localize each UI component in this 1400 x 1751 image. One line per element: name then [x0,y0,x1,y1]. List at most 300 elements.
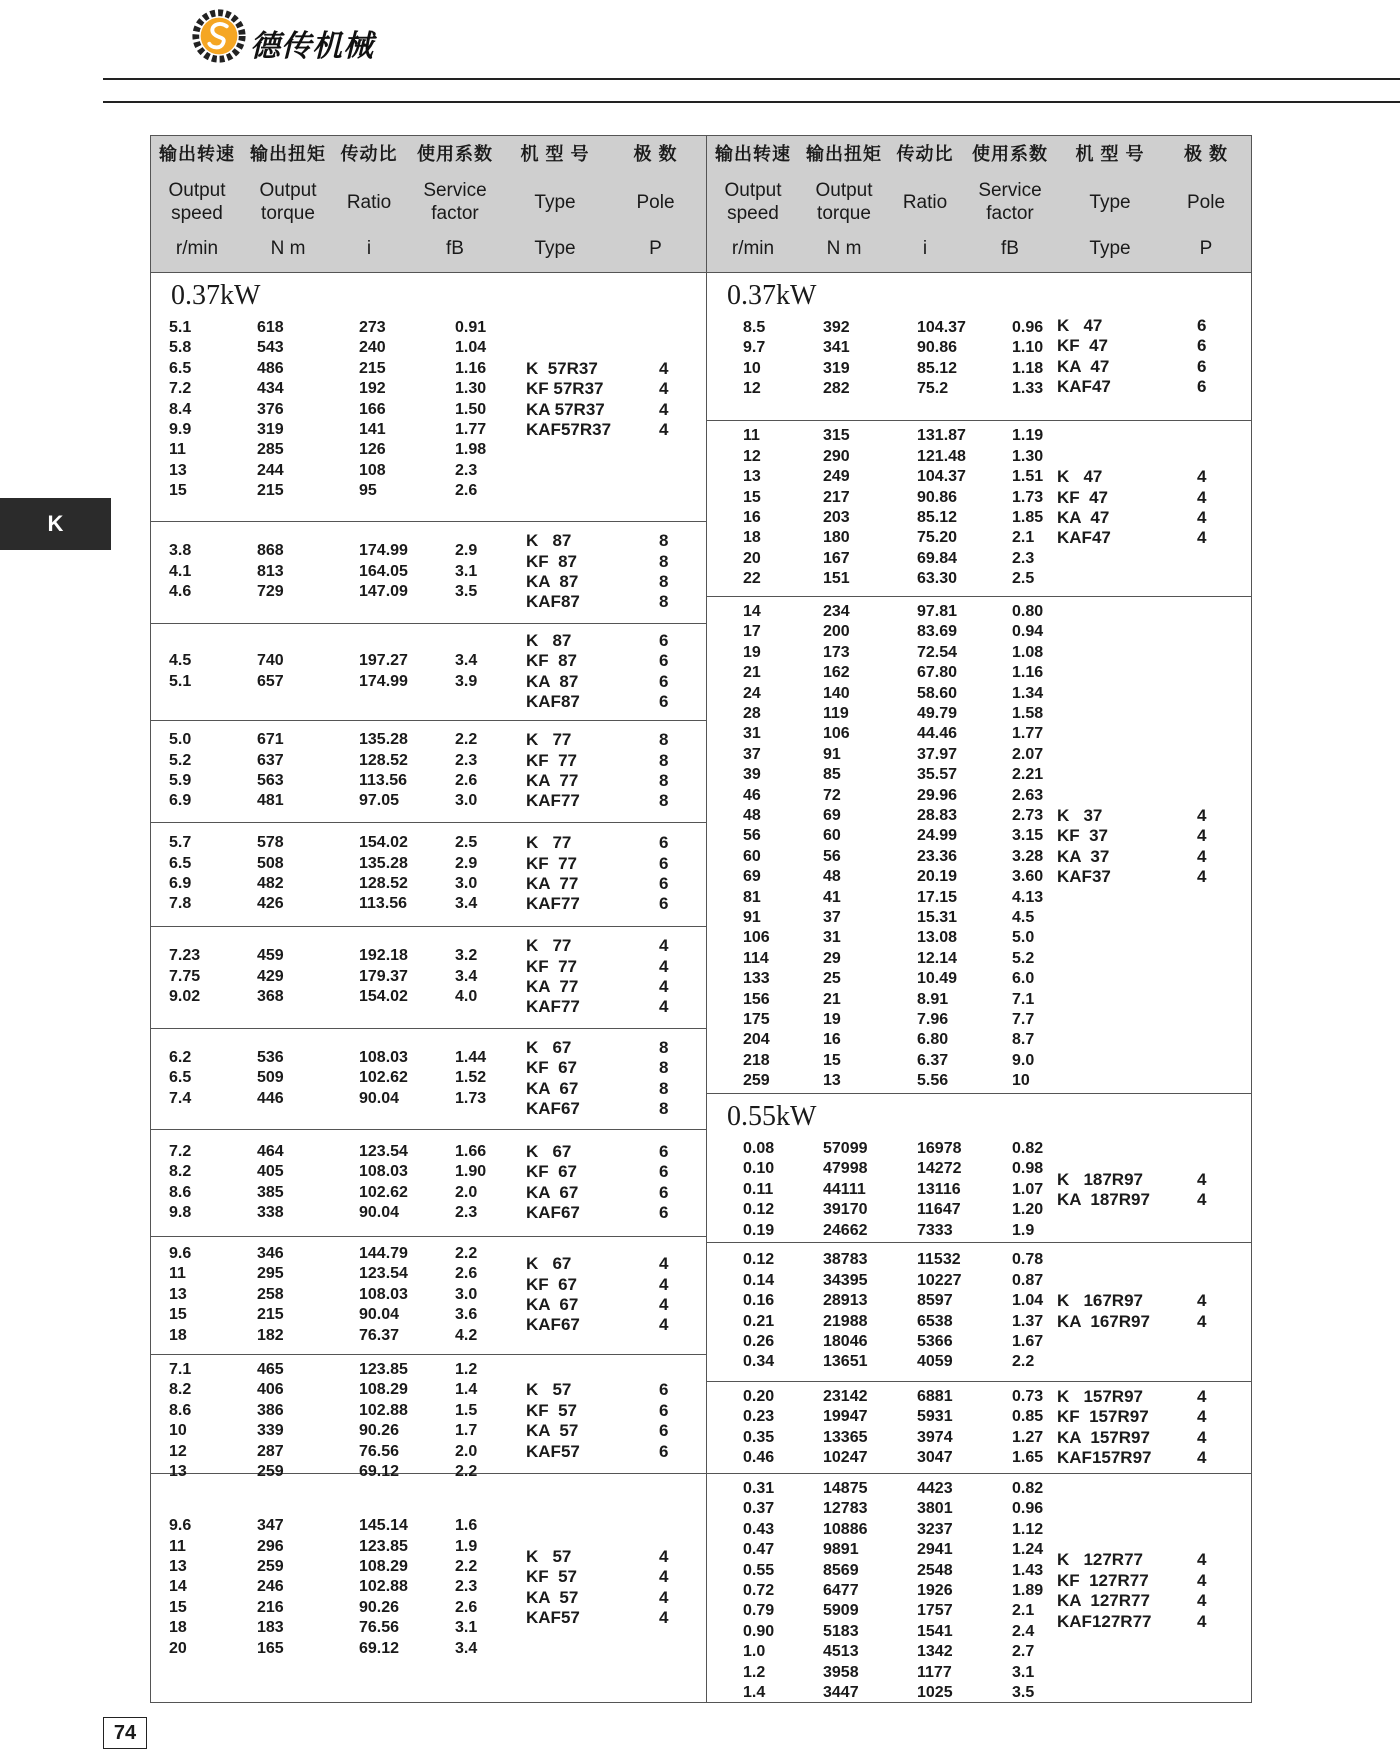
table-cell: 2.4 [1012,1622,1035,1640]
model-type: KA 77 [526,874,579,893]
table-cell: 3.60 [1012,868,1044,886]
table-cell: 166 [359,400,386,418]
pole-count: 6 [659,1400,669,1420]
table-cell: 67.80 [917,664,958,682]
table-cell: 5.8 [169,339,192,357]
table-cell: 536 [257,1048,284,1066]
table-cell: 180 [823,529,850,547]
model-type: KA 57 [526,1587,579,1607]
table-cell: 15 [823,1051,841,1069]
table-row [707,549,1251,569]
table-cell: 1.52 [455,1069,487,1087]
table-cell: 104.37 [917,319,966,336]
pole-count: 8 [659,1078,669,1098]
model-type: K 37 [1057,806,1103,825]
table-row [707,1271,1251,1291]
header-cell-en [799,178,889,228]
table-cell: 135.28 [359,731,408,749]
table-cell: 119 [823,705,849,722]
model-type: K 67 [526,1037,572,1057]
table-row [151,1442,706,1462]
table-cell: 17.15 [917,888,958,906]
table-cell: 58.60 [917,684,958,702]
table-section [151,1028,706,1130]
table-row [707,379,1251,399]
table-row [151,1285,706,1305]
pole-count: 4 [1197,846,1207,866]
table-cell: 13 [169,461,187,479]
table-cell: 102.88 [359,1401,408,1419]
table-cell: 2.3 [455,1578,478,1596]
table-cell: 19947 [823,1408,868,1426]
table-cell: 813 [257,562,284,580]
model-type: K 77 [526,833,572,853]
pole-count: 4 [659,1254,669,1274]
table-cell: 12.14 [917,949,958,967]
table-cell: 203 [823,509,850,526]
table-cell: 13116 [917,1180,961,1198]
table-cell: 258 [257,1285,284,1303]
header-cell-zh: 传动比 [340,144,398,164]
header-cell-sym: fB [1001,238,1019,259]
table-cell: 4.5 [169,652,192,670]
table-cell: 392 [823,319,850,336]
table-cell: 1.30 [1012,447,1044,465]
table-row [151,481,706,501]
power-label: 0.37kW [171,280,261,311]
header-cell-zh: 极 数 [1183,144,1228,164]
table-cell: 97.05 [359,792,400,810]
table-cell: 2.3 [455,461,478,479]
table-row [151,1380,706,1400]
pole-count: 4 [659,1315,669,1335]
table-cell: 5.1 [169,319,192,336]
table-row [151,1421,706,1441]
table-cell: 15 [169,1306,187,1324]
table-row [707,1352,1251,1372]
table-cell: 217 [823,488,850,506]
table-row [707,969,1251,989]
table-cell: 75.2 [917,380,949,398]
table-row [707,928,1251,948]
table-cell: 174.99 [359,672,408,690]
table-row [151,1048,706,1068]
table-cell: 6.5 [169,854,192,872]
pole-count: 4 [1197,806,1207,825]
header-cell-zh: 输出转速 [159,144,235,164]
table-cell: 5.2 [1012,949,1035,967]
table-cell: 19 [823,1011,841,1028]
model-type: KF 57 [526,1567,578,1587]
header-cell-zh: 使用系数 [417,144,493,164]
table-cell: 145.14 [359,1517,408,1535]
table-cell: 102.62 [359,1069,408,1087]
model-type: K 57 [526,1546,572,1566]
table-cell: 3237 [917,1520,953,1538]
table-cell: 0.10 [743,1160,775,1178]
pole-count: 8 [659,730,669,750]
table-row [707,704,1251,724]
table-cell: 21 [743,664,761,682]
table-cell: 234 [823,603,850,620]
pole-count: 4 [1197,1427,1207,1447]
table-cell: 14 [169,1578,187,1596]
table-row [151,651,706,671]
table-cell: 20 [169,1639,187,1657]
table-cell: 1.9 [1012,1221,1035,1239]
table-row [707,1200,1251,1220]
table-cell: 174.99 [359,542,408,560]
model-type: K 127R77 [1057,1550,1143,1570]
table-cell: 0.31 [743,1480,775,1497]
table-row [707,1622,1251,1642]
model-type: K 47 [1057,467,1103,487]
pole-count: 8 [659,1058,669,1078]
table-cell: 637 [257,751,284,769]
pole-count: 8 [659,551,669,571]
table-section [707,1093,1251,1243]
table-row [707,847,1251,867]
table-cell: 13.08 [917,929,958,947]
table-cell: 1177 [917,1663,952,1681]
table-row [707,949,1251,969]
table-cell: 2.2 [455,1557,478,1575]
table-cell: 75.20 [917,529,958,547]
table-cell: 83.69 [917,623,958,641]
table-cell: 85.12 [917,509,958,526]
table-cell: 12 [169,1442,187,1460]
table-cell: 1.77 [1012,725,1044,743]
table-cell: 0.37 [743,1500,775,1518]
table-cell: 0.87 [1012,1271,1044,1289]
table-cell: 44111 [823,1180,866,1198]
model-type: KF 77 [526,853,578,873]
table-cell: 104.37 [917,468,966,486]
table-cell: 0.21 [743,1312,775,1330]
table-row [707,765,1251,785]
table-cell: 0.43 [743,1520,775,1538]
table-row [707,888,1251,908]
table-row [151,1639,706,1659]
table-cell: 215 [257,1306,284,1324]
table-cell: 5.2 [169,751,192,769]
table-cell: 2.3 [455,1203,478,1221]
table-cell: 13 [743,468,761,486]
table-cell: 14 [743,603,761,620]
pole-count: 8 [659,791,669,811]
header-row-zh [707,144,1251,170]
table-cell: 3.1 [1012,1663,1035,1681]
table-cell: 7.7 [1012,1011,1035,1028]
table-cell: 128.52 [359,751,408,769]
model-type: KAF77 [526,791,580,811]
pole-count: 6 [1197,336,1207,356]
table-cell: 135.28 [359,854,408,872]
table-cell: 14272 [917,1160,962,1178]
header-cell-zh: 输出扭矩 [806,144,882,164]
table-row [707,1030,1251,1050]
table-cell: 3.4 [455,967,478,985]
header-cell-text: Output torque [259,180,317,224]
table-cell: 18 [743,529,761,547]
table-cell: 6538 [917,1312,953,1330]
table-cell: 1541 [917,1622,953,1640]
pole-count: 6 [1197,356,1207,376]
table-row [707,663,1251,683]
table-cell: 6.5 [169,359,192,377]
table-cell: 28.83 [917,807,958,824]
table-cell: 81 [743,888,761,906]
header-cell-en [151,178,243,228]
table-cell: 106 [823,725,850,743]
table-cell: 15 [743,488,761,506]
table-cell: 0.78 [1012,1251,1044,1269]
table-cell: 12783 [823,1500,868,1518]
table-cell: 5.1 [169,672,192,690]
table-row [707,745,1251,765]
table-cell: 319 [257,421,284,438]
table-row [707,826,1251,846]
table-cell: 6.5 [169,1069,192,1087]
table-cell: 11 [169,1265,186,1283]
table-cell: 3.1 [455,1619,478,1637]
table-cell: 1.65 [1012,1449,1044,1467]
table-cell: 2.0 [455,1183,478,1201]
model-type: KAF77 [526,997,580,1017]
table-section [151,1236,706,1355]
table-cell: 368 [257,988,284,1006]
table-cell: 175 [743,1011,770,1028]
header-cell-sym: P [1199,238,1213,259]
model-type: KAF67 [526,1315,580,1335]
table-cell: 347 [257,1517,284,1535]
table-cell: 671 [257,731,284,749]
table-cell: 0.80 [1012,603,1044,620]
table-cell: 25 [823,970,841,988]
table-cell: 2.07 [1012,745,1044,763]
pole-count: 4 [659,420,669,439]
pole-count: 4 [1197,1448,1207,1468]
pole-count: 4 [1197,1311,1207,1331]
table-cell: 3.5 [1012,1684,1035,1701]
table-cell: 3.4 [455,652,478,670]
table-cell: 657 [257,672,284,690]
table-cell: 1.9 [455,1537,478,1555]
model-type: KA 157R97 [1057,1427,1150,1447]
table-cell: 2.3 [1012,549,1035,567]
table-section [707,1381,1251,1474]
table-section [151,1354,706,1480]
table-cell: 2.2 [455,731,478,749]
table-row [707,1499,1251,1519]
pole-count: 4 [659,1567,669,1587]
table-cell: 28 [743,705,761,722]
table-cell: 1.19 [1012,427,1044,445]
table-cell: 3.9 [455,672,478,690]
table-row [707,622,1251,642]
pole-count: 4 [1197,1550,1207,1570]
table-row [151,987,706,1007]
table-cell: 31 [743,725,761,743]
table-section [151,623,706,721]
table-cell: 9.7 [743,339,766,357]
header-cell-en: Type [1089,192,1131,214]
table-cell: 7.96 [917,1011,949,1028]
pole-count: 4 [1197,528,1207,548]
pole-count: 4 [659,1295,669,1314]
table-cell: 376 [257,400,284,418]
table-cell: 7.2 [169,1142,192,1160]
table-cell: 1342 [917,1643,953,1661]
table-cell: 486 [257,359,284,377]
pole-count: 6 [659,1162,669,1182]
table-section [151,926,706,1029]
model-type: KA 77 [526,771,579,790]
table-cell: 1.2 [743,1663,766,1681]
table-cell: 7.2 [169,380,192,398]
power-label: 0.55kW [727,1101,817,1132]
pole-count: 6 [659,630,669,650]
table-cell: 197.27 [359,652,408,670]
table-cell: 97.81 [917,603,958,620]
table-cell: 0.16 [743,1292,775,1310]
table-cell: 0.90 [743,1622,775,1640]
table-left [150,135,707,1703]
table-cell: 8.7 [1012,1031,1035,1049]
table-row [707,356,1251,379]
table-row [151,730,706,750]
table-cell: 29 [823,949,841,967]
model-type: KAF47 [1057,377,1111,397]
pole-count: 6 [659,1141,669,1161]
pole-count: 8 [659,750,669,770]
table-cell: 0.11 [743,1180,774,1198]
table-cell: 19 [743,643,761,661]
table-cell: 4.0 [455,988,478,1006]
table-section [707,1473,1251,1702]
table-cell: 287 [257,1442,284,1460]
header-cell-sym: i [922,238,928,259]
table-cell: 15 [169,1598,187,1616]
table-cell: 6.80 [917,1031,949,1049]
brand-name: 德传机械 [250,29,374,64]
gear-logo-icon [190,7,248,65]
table-row [151,1264,706,1284]
table-cell: 429 [257,967,284,985]
table-cell: 48 [743,807,761,824]
table-row [151,854,706,874]
table-cell: 543 [257,339,284,357]
table-cell: 102.88 [359,1578,408,1596]
table-cell: 162 [823,664,850,682]
table-section [151,822,706,927]
table-cell: 22 [743,570,761,588]
table-row [707,1581,1251,1601]
table-section [707,420,1251,597]
table-cell: 167 [823,549,850,567]
header-cell-text: Output torque [815,180,873,224]
table-cell: 464 [257,1142,284,1160]
table-row [707,1601,1251,1621]
table-cell: 69 [743,868,761,886]
table-cell: 141 [359,421,386,438]
table-row [151,874,706,894]
table-header [151,136,706,273]
pole-count: 4 [659,1607,669,1627]
table-cell: 5.9 [169,772,192,789]
table-cell: 5.56 [917,1072,949,1090]
table-cell: 0.08 [743,1140,775,1157]
table-cell: 3.15 [1012,827,1044,845]
model-type: KF 87 [526,551,578,571]
table-cell: 1.20 [1012,1201,1044,1219]
table-cell: 1.16 [1012,664,1044,682]
table-cell: 164.05 [359,562,408,580]
table-cell: 37.97 [917,745,958,763]
table-cell: 1.07 [1012,1180,1044,1198]
table-cell: 10 [169,1422,187,1440]
table-cell: 240 [359,339,386,357]
table-row [707,1332,1251,1352]
table-cell: 126 [359,441,386,459]
table-row [707,602,1251,622]
table-cell: 0.23 [743,1408,775,1426]
table-cell: 9.02 [169,988,201,1006]
pole-count: 4 [1197,826,1207,846]
table-cell: 1.12 [1012,1520,1044,1538]
table-row [707,806,1251,826]
model-type: KA 47 [1057,508,1110,527]
table-cell: 0.47 [743,1541,775,1559]
table-row [151,461,706,481]
table-cell: 3958 [823,1663,859,1681]
table-cell: 5.7 [169,834,192,852]
table-cell: 108.29 [359,1557,408,1575]
table-cell: 578 [257,834,284,852]
table-cell: 0.35 [743,1428,775,1446]
header-cell-en: Pole [636,192,675,214]
table-cell: 259 [743,1072,770,1090]
table-right [706,135,1252,1703]
table-cell: 1.33 [1012,380,1044,398]
table-row [707,1683,1251,1703]
table-cell: 35.57 [917,766,958,784]
table-cell: 16 [743,509,761,526]
table-row [707,1051,1251,1071]
table-cell: 3.1 [455,562,478,580]
header-cell-zh: 传动比 [896,144,954,164]
table-cell: 15 [169,482,187,500]
table-cell: 131.87 [917,427,966,445]
model-type: KAF157R97 [1057,1448,1152,1468]
table-cell: 49.79 [917,705,958,722]
table-row [707,1561,1251,1581]
table-row [707,1448,1251,1468]
pole-count: 8 [659,771,669,790]
header-cell-en [405,178,505,228]
table-row [707,1520,1251,1540]
table-cell: 5931 [917,1408,953,1426]
table-section [707,1242,1251,1382]
table-row [151,1557,706,1577]
table-cell: 282 [823,380,850,398]
model-type: KF 127R77 [1057,1570,1149,1590]
model-type: KAF87 [526,592,580,612]
table-row [707,1312,1251,1332]
table-cell: 2548 [917,1561,953,1579]
table-cell: 108.03 [359,1048,408,1066]
header-cell-en: Type [534,192,576,214]
